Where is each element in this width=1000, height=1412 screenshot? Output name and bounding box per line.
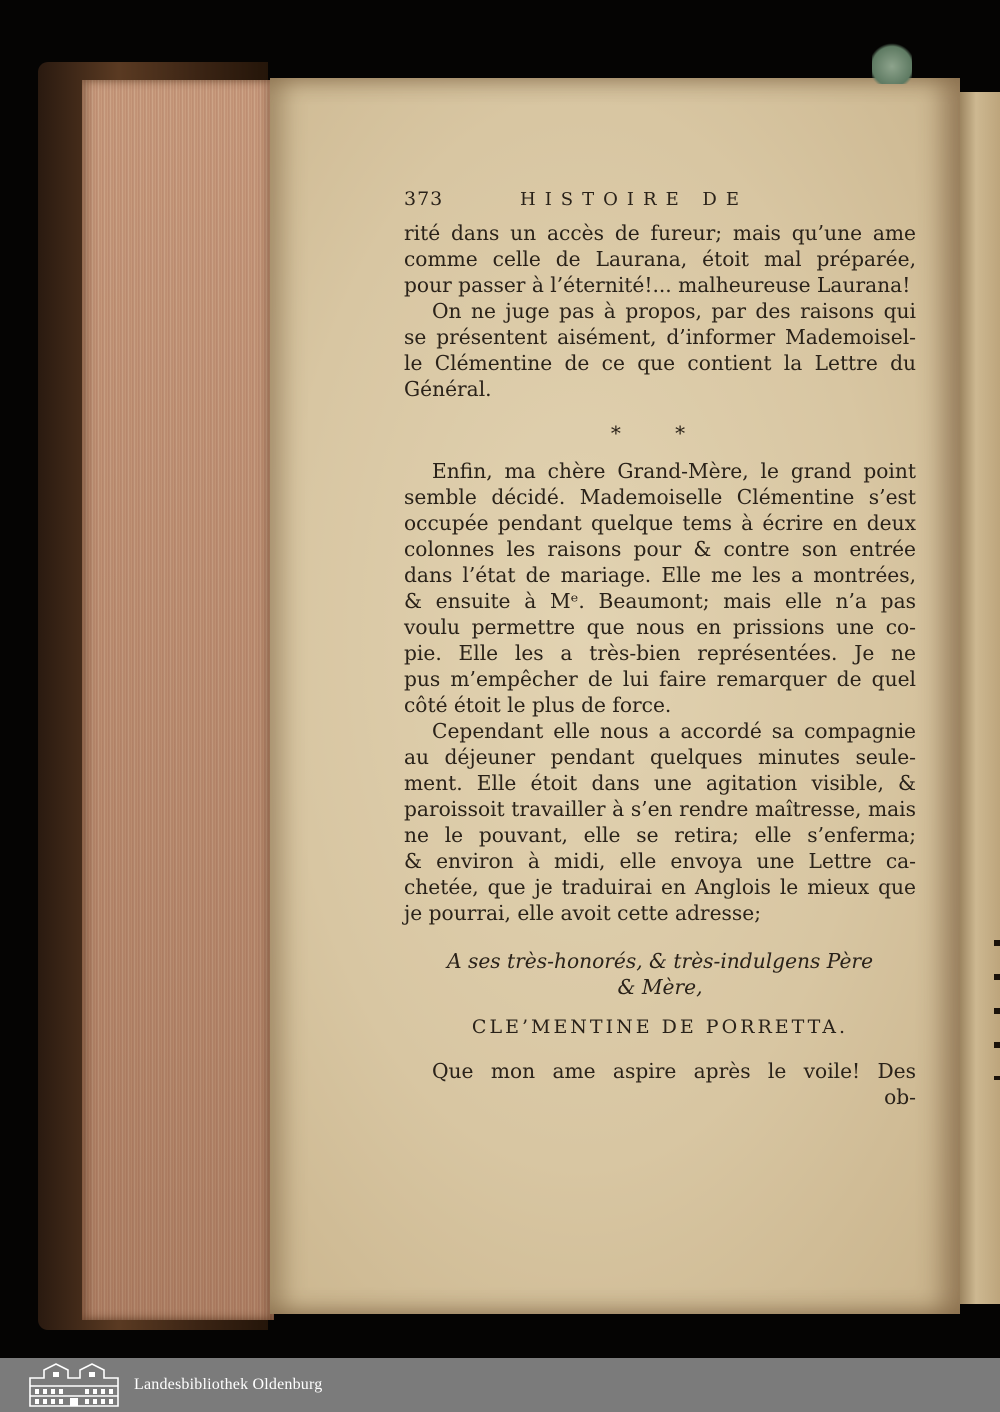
- text-line: voulu permettre que nous en prissions une co-: [404, 615, 916, 639]
- text-line: Que mon ame aspire après le voile! Des: [432, 1059, 916, 1083]
- text-line: je pourrai, elle avoit cette adresse;: [404, 901, 761, 925]
- text-line: dans l’état de mariage. Elle me les a montrées,: [404, 563, 916, 587]
- text-line: Cependant elle nous a accordé sa compagnie: [432, 719, 916, 743]
- paragraph-4: [404, 718, 916, 926]
- paragraph-2: [404, 298, 916, 402]
- text-line: rité dans un accès de fureur; mais qu’une ame: [404, 221, 916, 245]
- address-line: & Mère,: [617, 975, 703, 999]
- text-line: paroissoit travailler à s’en rendre maîtresse, mais: [404, 797, 916, 821]
- letter-address: [404, 948, 916, 1000]
- paragraph-3: [404, 458, 916, 718]
- address-line: A ses très-honorés, & très-indulgens Père: [446, 949, 874, 973]
- text-line: pour passer à l’éternité!... malheureuse Laurana!: [404, 273, 911, 297]
- text-line: se présentent aisément, d’informer Mademoisel-: [404, 325, 916, 349]
- facing-page-edge: [960, 92, 1000, 1304]
- text-line: On ne juge pas à propos, par des raisons qui: [432, 299, 916, 323]
- footer-bar: [0, 1358, 1000, 1412]
- text-line: comme celle de Laurana, étoit mal préparée,: [404, 247, 916, 271]
- catchword: ob-: [884, 1085, 916, 1109]
- text-line: ne le pouvant, elle se retira; elle s’enferma;: [404, 823, 916, 847]
- text-line: le Clémentine de ce que contient la Lettre du: [404, 351, 916, 375]
- running-title: HISTOIRE DE: [520, 189, 748, 210]
- text-line: colonnes les raisons pour & contre son entrée: [404, 537, 916, 561]
- letter-signature: CLE’MENTINE DE PORRETTA.: [471, 1016, 849, 1038]
- text-line: Général.: [404, 377, 492, 401]
- text-line: Enfin, ma chère Grand-Mère, le grand point: [432, 459, 916, 483]
- text-line: pus m’empêcher de lui faire remarquer de quel: [404, 667, 916, 691]
- page-text: [404, 186, 916, 1110]
- library-building-icon: [26, 1362, 122, 1408]
- text-line: côté étoit le plus de force.: [404, 693, 672, 717]
- text-line: semble décidé. Mademoiselle Clémentine s’est: [404, 485, 916, 509]
- paragraph-1: [404, 220, 916, 298]
- library-name: Landesbibliothek Oldenburg: [134, 1376, 323, 1393]
- facing-page-marks: [994, 940, 1000, 1080]
- text-line: occupée pendant quelque tems à écrire en deux: [404, 511, 916, 535]
- running-head: [404, 186, 916, 220]
- text-line: ment. Elle étoit dans une agitation visible, &: [404, 771, 916, 795]
- text-line: chetée, que je traduirai en Anglois le mieux que: [404, 875, 916, 899]
- text-line: & environ à midi, elle envoya une Lettre ca-: [404, 849, 916, 873]
- bookmark-ribbon: [872, 40, 912, 84]
- text-line: au déjeuner pendant quelques minutes seule-: [404, 745, 916, 769]
- text-line: & ensuite à Mᵉ. Beaumont; mais elle n’a pas: [404, 589, 916, 613]
- section-separator: * *: [610, 421, 710, 445]
- page-edges: [82, 80, 274, 1320]
- text-line: pie. Elle les a très-bien représentées. Je ne: [404, 641, 916, 665]
- page-number: 373: [404, 188, 444, 210]
